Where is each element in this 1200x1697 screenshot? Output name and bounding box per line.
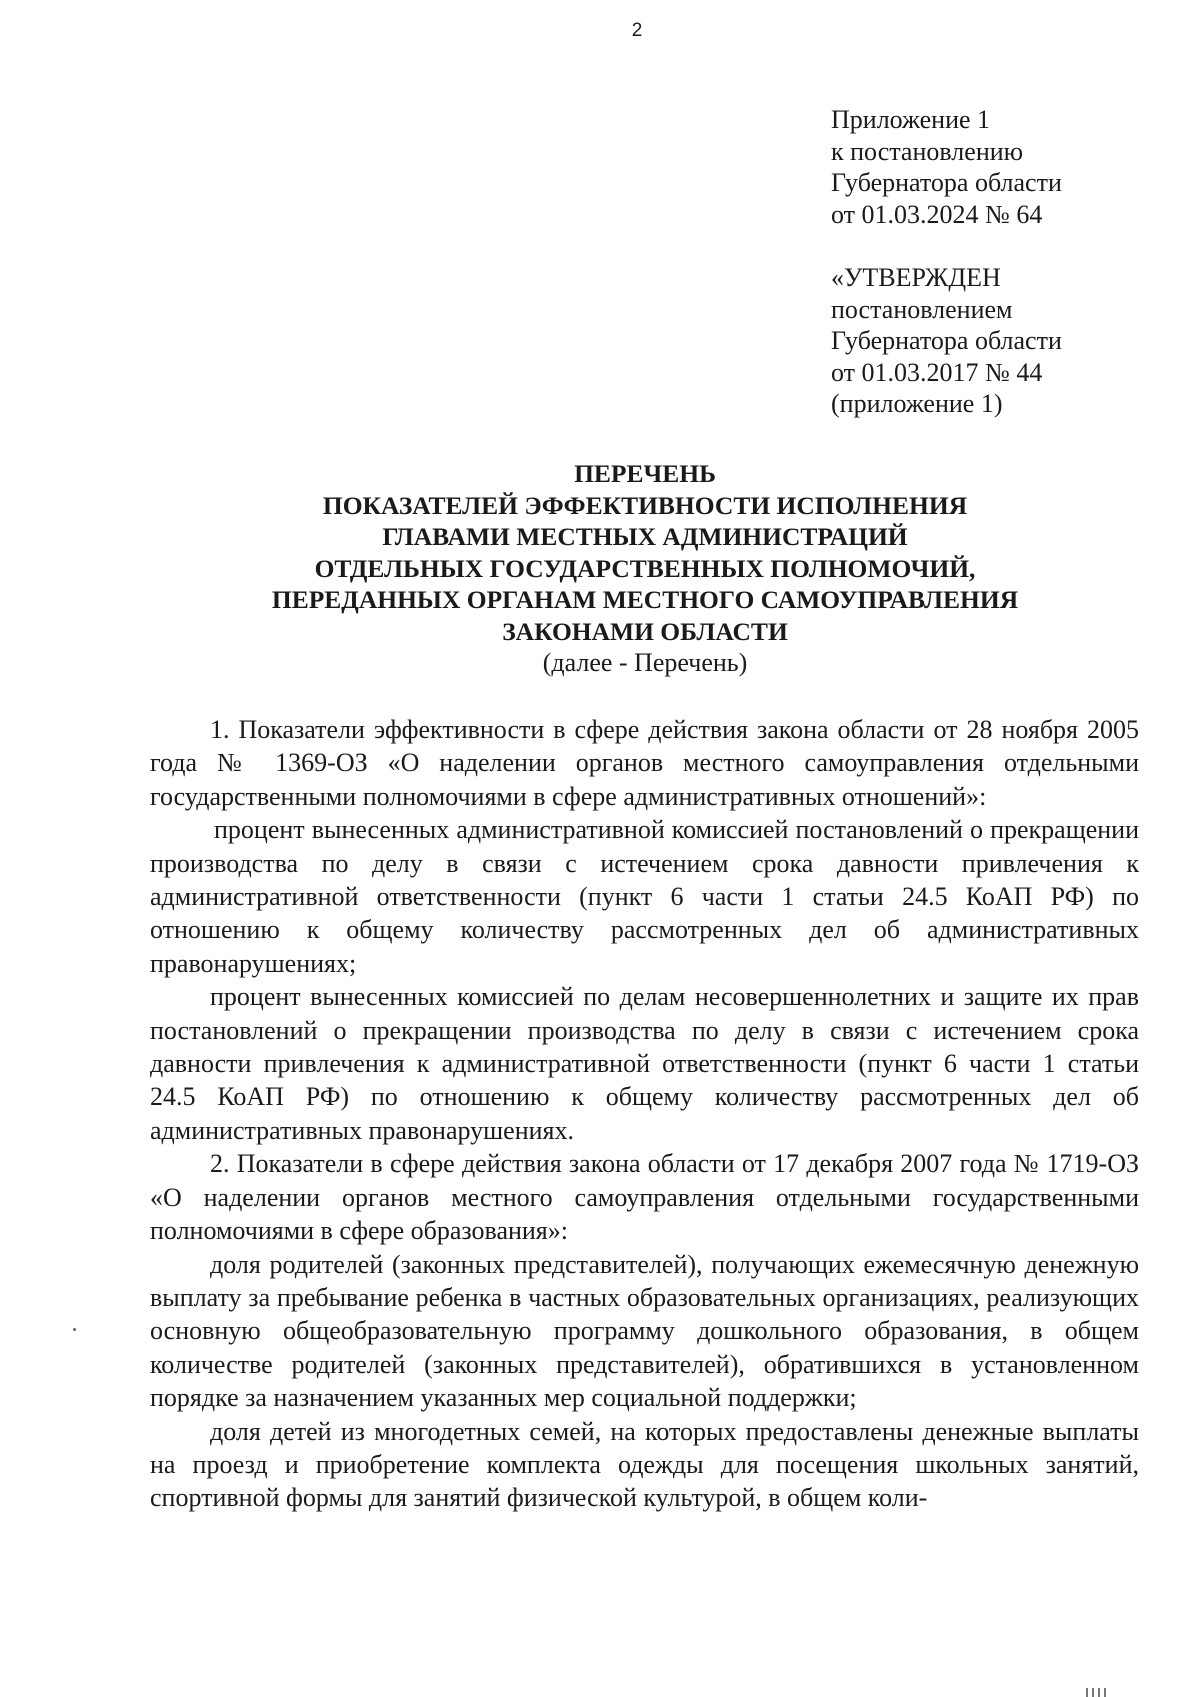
approval-line: (приложение 1) <box>831 389 1003 418</box>
scan-dot <box>73 1328 76 1331</box>
title-line: ЗАКОНАМИ ОБЛАСТИ <box>502 616 788 646</box>
page-number: 2 <box>631 20 643 41</box>
body-paragraph: доля родителей (законных представителей), получающих ежемесячную денежную выплату за пребывание ребенка в частных образовательных организациях, реализующих основную общеобразовательную программу дошкольного образования, в общем количестве родителей (законных представителей), обратившихся в установленном порядке за назначением указанных мер социальной поддержки; <box>150 1249 1139 1413</box>
title-line: ПЕРЕЧЕНЬ <box>574 459 716 488</box>
body-paragraph: 2. Показатели в сфере действия закона области от 17 декабря 2007 года № 1719-ОЗ «О наделении органов местного самоуправления отдельными государственными полномочиями в сфере образования»: <box>150 1149 1139 1246</box>
approval-line: Губернатора области <box>831 326 1062 355</box>
attachment-header <box>831 104 1062 230</box>
title-line: ПЕРЕДАННЫХ ОРГАНАМ МЕСТНОГО САМОУПРАВЛЕНИЯ <box>271 585 1019 614</box>
document-body <box>150 713 1139 1515</box>
body-paragraph: процент вынесенных комиссией по делам несовершеннолетних и защите их прав постановлений о прекращении производства по делу в связи с истечением срока давности привлечения к административной ответственности (пункт 6 части 1 статьи 24.5 КоАП РФ) по отношению к общему количеству рассмотренных дел об административных правонарушениях. <box>150 982 1139 1145</box>
attachment-line: от 01.03.2024 № 64 <box>831 199 1043 229</box>
title-line: ОТДЕЛЬНЫХ ГОСУДАРСТВЕННЫХ ПОЛНОМОЧИЙ, <box>314 553 976 583</box>
body-paragraph: доля детей из многодетных семей, на которых предоставлены денежные выплаты на проезд и приобретение комплекта одежды для посещения школьных занятий, спортивной формы для занятий физической культурой, в общем коли- <box>150 1416 1139 1513</box>
scan-marks <box>1086 1687 1120 1697</box>
body-paragraph: 1. Показатели эффективности в сфере действия закона области от 28 ноября 2005 года № 1369-ОЗ «О наделении органов местного самоуправления отдельными государственными полномочиями в сфере административных отношений»: <box>150 715 1139 811</box>
approval-line: постановлением <box>831 294 1013 324</box>
title-subtitle: (далее - Перечень) <box>542 648 748 677</box>
approval-line: от 01.03.2017 № 44 <box>831 357 1043 387</box>
title-line: ГЛАВАМИ МЕСТНЫХ АДМИНИСТРАЦИЙ <box>382 522 908 551</box>
approval-stamp-text <box>831 262 1062 420</box>
attachment-line: Приложение 1 <box>831 105 991 134</box>
attachment-line: Губернатора области <box>831 168 1062 197</box>
title-line: ПОКАЗАТЕЛЕЙ ЭФФЕКТИВНОСТИ ИСПОЛНЕНИЯ <box>322 490 968 520</box>
document-title <box>150 458 1140 679</box>
body-paragraph: процент вынесенных административной комиссией постановлений о прекращении производства по делу в связи с истечением срока давности привлечения к административной ответственности (пункт 6 части 1 статьи 24.5 КоАП РФ) по отношению к общему количеству рассмотренных дел об административных правонарушениях; <box>150 815 1139 978</box>
attachment-line: к постановлению <box>831 136 1024 166</box>
approval-line: «УТВЕРЖДЕН <box>831 263 1001 292</box>
